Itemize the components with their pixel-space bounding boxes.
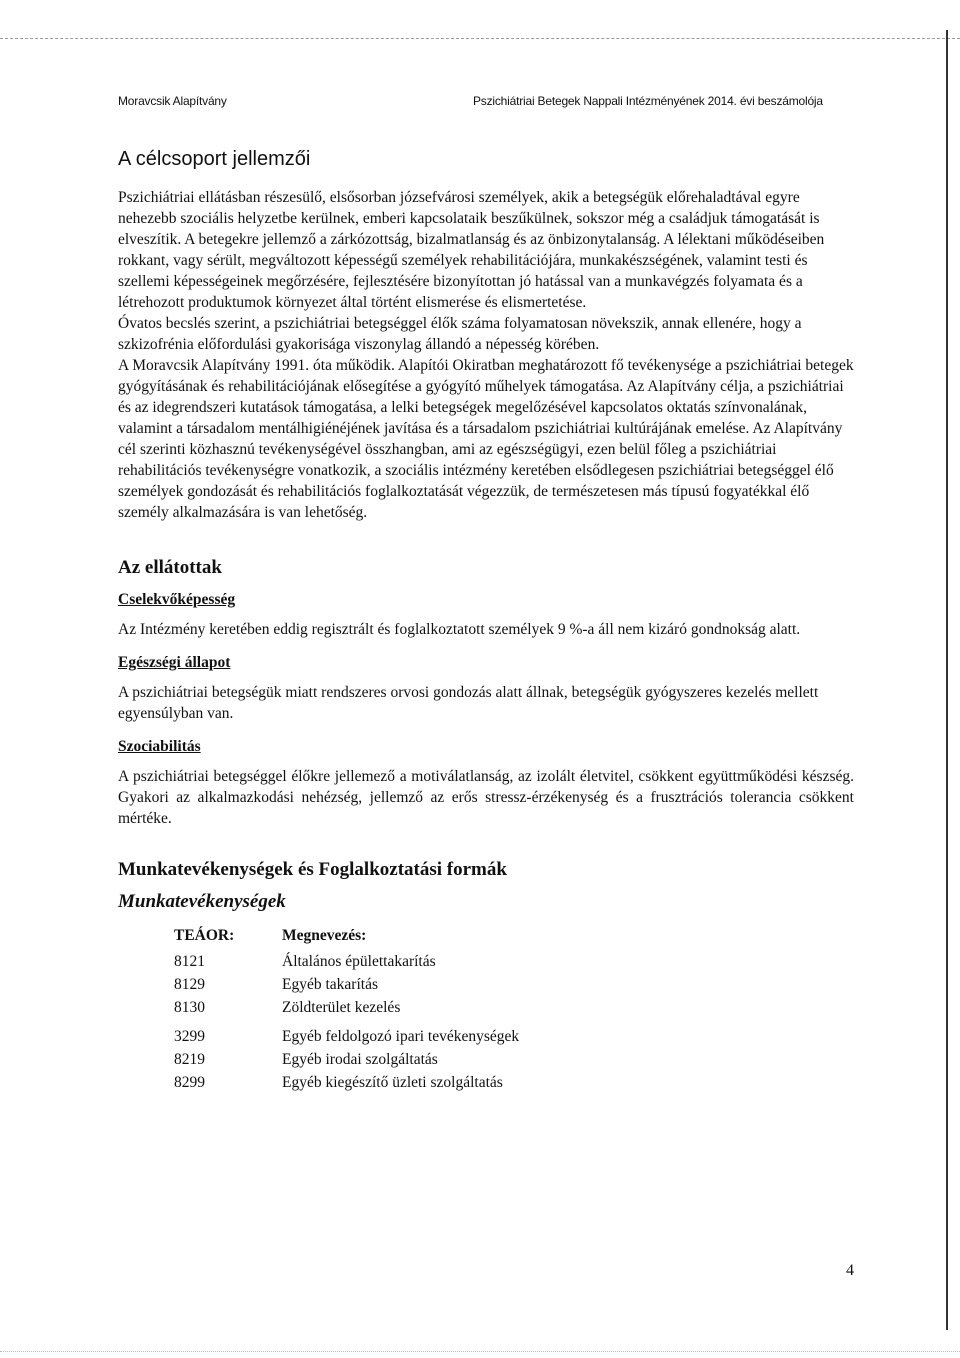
teaor-code: 3299 xyxy=(174,1028,205,1045)
teaor-code: 8121 xyxy=(174,953,205,970)
table-row xyxy=(174,1074,519,1097)
target-group-paragraph-2: Óvatos becslés szerint, a pszichiátriai betegséggel élők száma folyamatosan növekszik, annak ellenére, hogy a szkizofrénia előfordulási gyakorisága viszonylag állandó a népesség körében. xyxy=(118,315,802,353)
table-row xyxy=(174,953,519,976)
teaor-code: 8130 xyxy=(174,999,205,1016)
header-report-title: Pszichiátriai Betegek Nappali Intézményének 2014. évi beszámolója xyxy=(473,94,823,108)
cared-section xyxy=(118,557,854,829)
table-row xyxy=(174,999,519,1022)
table-row xyxy=(174,1051,519,1074)
social-block xyxy=(118,738,854,829)
health-text: A pszichiátriai betegségük miatt rendszeres orvosi gondozás alatt állnak, betegségük gyógyszeres kezelés mellett egyensúlyban van. xyxy=(118,684,819,722)
scan-edge-top xyxy=(0,38,960,39)
target-group-paragraph-3: A Moravcsik Alapítvány 1991. óta működik. Alapítói Okiratban meghatározott fő tevékenysége a pszichiátriai betegek gyógyításának és rehabilitációjának elősegítése a gyógyító műhelyek támogatása. Az Alapítvány célja, a pszichiátriai és az idegrendszeri kutatások támogatása, a lelki betegségek megelőzésével kapcsolatos oktatás színvonalának, valamint a társadalom mentálhigiénéjének javítása és a társadalom pszichiátriai kultúrájának emelése. Az Alapítvány cél szerinti közhasznú tevékenységével összhangban, ami az egészségügyi, ezen belül főleg a pszichiátriai rehabilitációs tevékenységre vonatkozik, a szociális intézmény keretében elsődlegesen pszichiátriai betegséggel élő személyek gondozását és rehabilitációs foglalkoztatását végezzük, de természetesen más típusú fogyatékkal élő személy alkalmazására is van lehetőség. xyxy=(118,357,854,521)
work-subheading: Munkatevékenységek xyxy=(118,891,286,912)
cared-heading: Az ellátottak xyxy=(118,557,222,578)
header-organization: Moravcsik Alapítvány xyxy=(118,94,227,108)
teaor-name: Általános épülettakarítás xyxy=(282,953,436,970)
table-row xyxy=(174,976,519,999)
target-group-heading: A célcsoport jellemzői xyxy=(118,148,311,170)
social-heading: Szociabilitás xyxy=(118,738,201,755)
social-text: A pszichiátriai betegséggel élőkre jellemező a motiválatlanság, az izolált életvitel, csökkent együttműködési készség. Gyakori az alkalmazkodási nehézség, jellemző az erős stressz-érzékenység és a frusztrációs tolerancia csökkent mértéke. xyxy=(118,768,854,827)
teaor-header-row xyxy=(174,927,519,953)
teaor-name-header: Megnevezés: xyxy=(282,927,367,944)
health-heading: Egészségi állapot xyxy=(118,654,231,671)
competence-block xyxy=(118,591,854,640)
competence-heading: Cselekvőképesség xyxy=(118,591,236,608)
target-group-paragraph-1: Pszichiátriai ellátásban részesülő, elsősorban józsefvárosi személyek, akik a betegségük előrehaladtával egyre nehezebb szociális helyzetbe kerülnek, emberi kapcsolataik beszűkülnek, sokszor még a családjuk támogatását is elveszítik. A betegekre jellemző a zárkózottság, bizalmatlanság és az önbizonytalanság. A lélektani működéseiben rokkant, vagy sérült, megváltozott képességű személyek rehabilitációjára, munkakészségének, valamint testi és szellemi képességeinek megőrzésére, fejlesztésére bizonyítottan jó hatással van a munkavégzés folyamata és a létrehozott produktumok környezet által történt elismerése és elismertetése. xyxy=(118,189,825,311)
target-group-section xyxy=(118,148,854,523)
page-content xyxy=(118,148,854,1097)
teaor-code: 8219 xyxy=(174,1051,205,1068)
competence-text: Az Intézmény keretében eddig regisztrált és foglalkoztatott személyek 9 %-a áll nem kizáró gondnokság alatt. xyxy=(118,621,801,638)
teaor-name: Egyéb kiegészítő üzleti szolgáltatás xyxy=(282,1074,503,1091)
scan-edge-bottom xyxy=(0,1351,960,1352)
page-number: 4 xyxy=(846,1262,854,1279)
teaor-name: Egyéb takarítás xyxy=(282,976,378,993)
health-block xyxy=(118,654,854,724)
work-section xyxy=(118,859,854,1097)
scan-edge-right xyxy=(946,30,948,1330)
teaor-name: Egyéb feldolgozó ipari tevékenységek xyxy=(282,1028,520,1045)
teaor-code: 8129 xyxy=(174,976,205,993)
teaor-code-header: TEÁOR: xyxy=(174,927,235,944)
work-heading: Munkatevékenységek és Foglalkoztatási formák xyxy=(118,859,507,880)
teaor-code: 8299 xyxy=(174,1074,205,1091)
table-row xyxy=(174,1022,519,1051)
teaor-name: Zöldterület kezelés xyxy=(282,999,401,1016)
teaor-table xyxy=(174,927,519,1097)
teaor-name: Egyéb irodai szolgáltatás xyxy=(282,1051,438,1068)
